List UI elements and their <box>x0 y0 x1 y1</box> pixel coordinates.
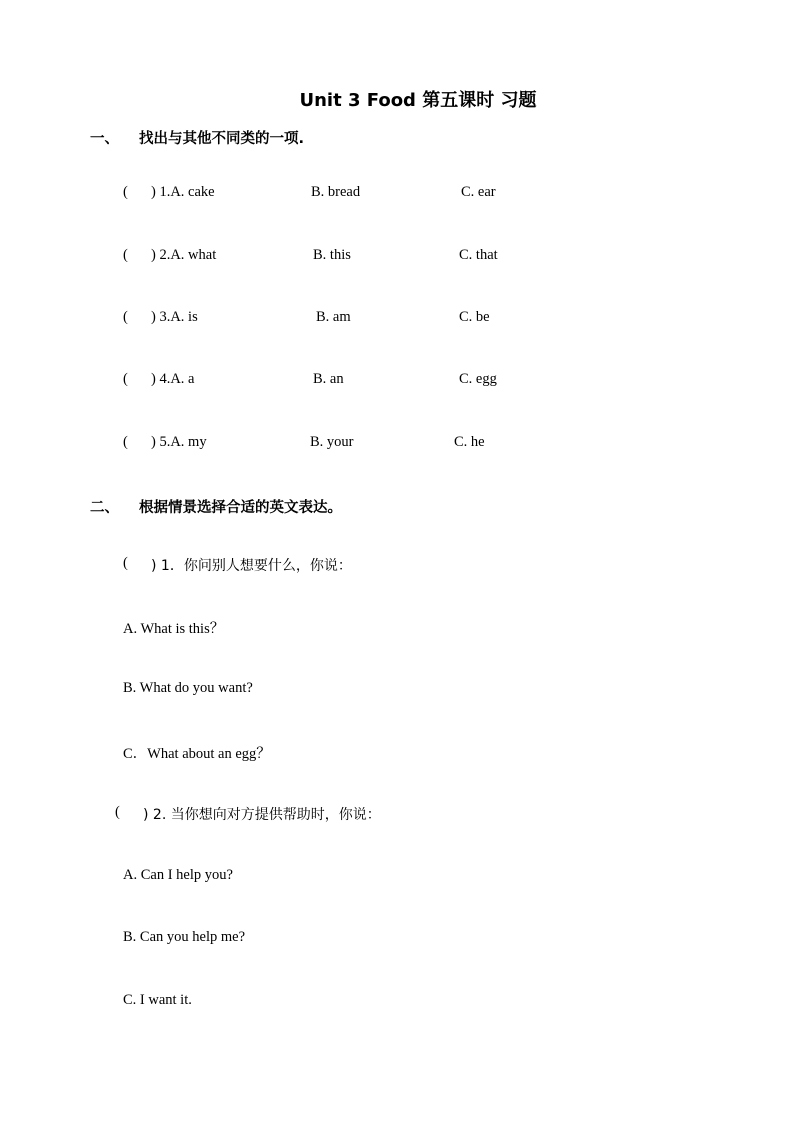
answer-option-b: B. What do you want? <box>123 680 253 696</box>
answer-option-a: A. Can I help you? <box>123 867 233 883</box>
question-option-c: C. be <box>459 309 490 325</box>
answer-bracket: ( <box>123 184 128 200</box>
answer-bracket: ( <box>115 804 120 820</box>
answer-bracket: ( <box>123 434 128 450</box>
question-option-b: B. your <box>310 434 354 450</box>
section2-number: 二、 <box>90 500 119 516</box>
question-option-b: B. an <box>313 371 344 387</box>
question-stem: ) 1．你问别人想要什么，你说： <box>151 558 352 574</box>
answer-option-a: A. What is this？ <box>123 621 225 637</box>
question-option-a: ) 2.A. what <box>151 247 217 263</box>
question-option-c: C. egg <box>459 371 497 387</box>
question-option-a: ) 4.A. a <box>151 371 195 387</box>
question-option-c: C. he <box>454 434 485 450</box>
answer-bracket: ( <box>123 309 128 325</box>
answer-option-b: B. Can you help me? <box>123 929 246 945</box>
question-option-c: C. ear <box>461 184 496 200</box>
question-option-b: B. this <box>313 247 351 263</box>
section1-number: 一、 <box>90 131 119 147</box>
question-option-a: ) 3.A. is <box>151 309 198 325</box>
answer-option-c: C. I want it. <box>123 992 192 1008</box>
question-option-b: B. bread <box>311 184 361 200</box>
answer-bracket: ( <box>123 555 128 571</box>
section2-heading: 根据情景选择合适的英文表达。 <box>139 500 342 516</box>
page-title: Unit 3 Food 第五课时 习题 <box>299 90 537 111</box>
answer-option-c: C．What about an egg？ <box>123 746 271 762</box>
question-option-b: B. am <box>316 309 351 325</box>
question-option-a: ) 5.A. my <box>151 434 207 450</box>
question-option-c: C. that <box>459 247 498 263</box>
section1-heading: 找出与其他不同类的一项. <box>139 131 305 147</box>
answer-bracket: ( <box>123 247 128 263</box>
answer-bracket: ( <box>123 371 128 387</box>
question-option-a: ) 1.A. cake <box>151 184 215 200</box>
question-stem: ) 2. 当你想向对方提供帮助时，你说： <box>143 807 381 823</box>
